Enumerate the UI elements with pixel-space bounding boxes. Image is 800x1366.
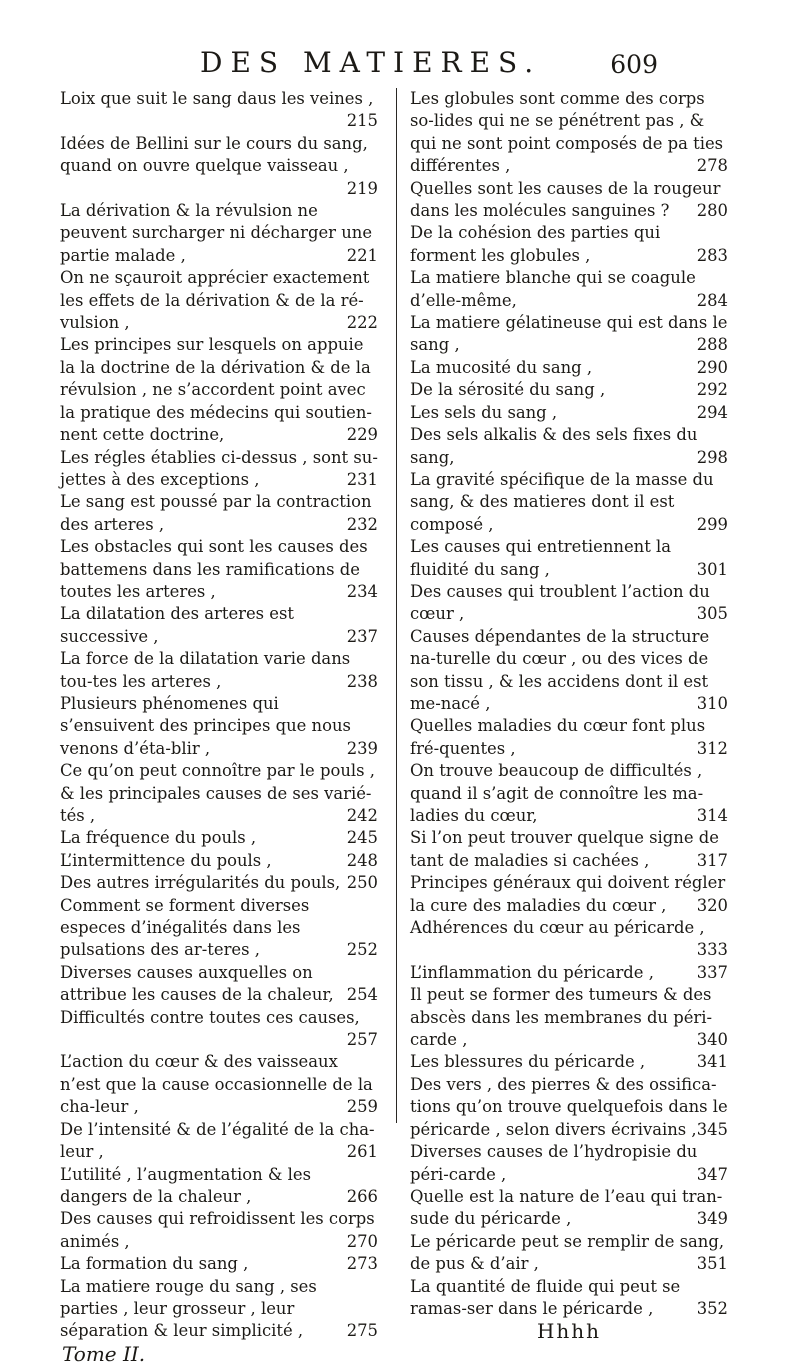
entry-page-number: 275 <box>346 1321 378 1341</box>
entry-page-number: 349 <box>696 1209 728 1229</box>
entry-page-number: 222 <box>346 313 378 333</box>
entry-page-number: 219 <box>346 178 378 198</box>
index-entry <box>410 581 728 626</box>
index-entry <box>410 379 728 401</box>
index-entry <box>60 850 378 872</box>
index-entry <box>410 760 728 827</box>
entry-page-number: 234 <box>346 581 378 601</box>
entry-text: Des sels alkalis & des sels fixes du sang, <box>410 425 698 467</box>
entry-page-number: 261 <box>346 1142 378 1162</box>
index-entry <box>60 1253 378 1275</box>
index-entry <box>410 88 728 178</box>
index-entry <box>410 267 728 312</box>
entry-text: Le péricarde peut se remplir de sang, de pus & d’air , <box>410 1231 725 1274</box>
entry-text: Idées de Bellini sur le cours du sang, quand on ouvre quelque vaisseau , <box>60 133 368 176</box>
index-entry <box>410 312 728 357</box>
entry-page-number: 292 <box>696 380 728 400</box>
index-entry <box>60 267 378 334</box>
index-entry <box>60 1119 378 1164</box>
index-entry <box>410 1051 728 1073</box>
index-entry <box>410 536 728 581</box>
index-entry <box>60 133 378 200</box>
entry-page-number: 305 <box>696 604 728 624</box>
entry-page-number: 266 <box>346 1186 378 1206</box>
entry-text: Des causes qui refroidissent les corps animés , <box>60 1209 375 1251</box>
volume-label: Tome II. <box>62 1341 146 1366</box>
entry-text: Principes généraux qui doivent régler la cure des maladies du cœur , <box>410 873 726 915</box>
entry-text: Des causes qui troublent l’action du cœur , <box>410 581 710 624</box>
index-entry <box>410 357 728 379</box>
entry-page-number: 288 <box>696 335 728 355</box>
index-entry <box>60 536 378 603</box>
index-entry <box>60 962 378 1007</box>
entry-page-number: 242 <box>346 806 378 825</box>
index-entry <box>60 648 378 693</box>
index-entry <box>410 1231 728 1276</box>
index-entry <box>410 469 728 536</box>
index-entry <box>60 603 378 648</box>
entry-text: On ne sçauroit apprécier exactement les effets de la dérivation & de la ré-vulsion , <box>60 268 370 333</box>
entry-text: Les obstacles qui sont les causes des battemens dans les ramifications de toutes les arteres , <box>60 537 368 601</box>
entry-text: La formation du sang , <box>60 1254 249 1274</box>
entry-text: Les blessures du péricarde , <box>410 1052 646 1072</box>
index-entry <box>410 715 728 760</box>
entry-text: Diverses causes de l’hydropisie du péri-carde , <box>410 1142 698 1184</box>
entry-text: On trouve beaucoup de difficultés , quand il s’agit de connoître les ma-ladies du cœur, <box>410 761 704 825</box>
entry-page-number: 310 <box>696 693 728 713</box>
index-entry <box>60 895 378 962</box>
index-entry <box>410 1276 728 1321</box>
entry-page-number: 351 <box>696 1254 728 1274</box>
index-entry <box>60 447 378 492</box>
index-entry <box>410 626 728 716</box>
entry-text: Les sels du sang , <box>410 402 558 422</box>
entry-page-number: 229 <box>346 425 378 445</box>
entry-text: Les globules sont comme des corps so-lides qui ne se pénétrent pas , & qui ne sont point composés de pa ties différentes , <box>410 89 724 176</box>
entry-text: Comment se forment diverses especes d’inégalités dans les pulsations des ar-teres , <box>60 895 310 960</box>
entry-text: Plusieurs phénomenes qui s’ensuivent des principes que nous venons d’éta-blir , <box>60 693 351 758</box>
entry-text: L’utilité , l’augmentation & les dangers de la chaleur , <box>60 1164 311 1206</box>
entry-page-number: 352 <box>696 1298 728 1318</box>
index-entry <box>410 1074 728 1141</box>
index-entry <box>410 402 728 424</box>
entry-page-number: 337 <box>696 962 728 982</box>
index-entry <box>60 1007 378 1052</box>
entry-page-number: 215 <box>346 111 378 131</box>
entry-page-number: 341 <box>696 1052 728 1072</box>
entry-page-number: 237 <box>346 626 378 646</box>
entry-text: La fréquence du pouls , <box>60 828 257 848</box>
index-entry <box>410 984 728 1051</box>
entry-text: La mucosité du sang , <box>410 357 593 377</box>
entry-page-number: 252 <box>346 940 378 960</box>
entry-page-number: 232 <box>346 514 378 534</box>
index-entry <box>60 334 378 446</box>
entry-page-number: 283 <box>696 245 728 265</box>
column-divider <box>396 88 397 1123</box>
right-column <box>410 88 728 1343</box>
entry-text: La dilatation des arteres est successive , <box>60 604 294 646</box>
entry-text: Causes dépendantes de la structure na-turelle du cœur , ou des vices de son tissu , & les accidens dont il est me-nacé , <box>410 626 710 713</box>
entry-text: Quelle est la nature de l’eau qui tran-sude du péricarde , <box>410 1186 723 1229</box>
entry-text: Les principes sur lesquels on appuie la la doctrine de la dérivation & de la révulsion , ne s’accordent point avec la pratique des médecins qui soutien-nent cette doctrine, <box>60 335 372 445</box>
entry-page-number: 290 <box>696 357 728 377</box>
index-entry <box>410 178 728 223</box>
entry-page-number: 320 <box>696 895 728 915</box>
entry-text: La gravité spécifique de la masse du sang, & des matieres dont il est composé , <box>410 469 714 534</box>
entry-page-number: 238 <box>346 671 378 691</box>
entry-page-number: 221 <box>346 245 378 265</box>
entry-text: La matiere gélatineuse qui est dans le sang , <box>410 313 728 355</box>
entry-text: Quelles sont les causes de la rougeur dans les molécules sanguines ? <box>410 178 721 221</box>
entry-page-number: 333 <box>696 940 728 960</box>
entry-text: La matiere rouge du sang , ses parties , leur grosseur , leur séparation & leur simplicité , <box>60 1276 317 1341</box>
index-entry <box>410 222 728 267</box>
entry-text: Si l’on peut trouver quelque signe de tant de maladies si cachées , <box>410 828 719 870</box>
entry-text: La quantité de fluide qui peut se ramas-ser dans le péricarde , <box>410 1276 681 1318</box>
entry-page-number: 239 <box>346 738 378 758</box>
entry-text: Il peut se former des tumeurs & des abscès dans les membranes du péri-carde , <box>410 985 713 1050</box>
entry-text: De la sérosité du sang , <box>410 380 606 400</box>
index-entry <box>60 88 378 133</box>
entry-text: Difficultés contre toutes ces causes, <box>60 1007 360 1027</box>
index-entry <box>410 424 728 469</box>
entry-text: La force de la dilatation varie dans tou-tes les arteres , <box>60 649 351 691</box>
index-entry <box>410 827 728 872</box>
entry-text: Diverses causes auxquelles on attribue les causes de la chaleur, <box>60 962 334 1005</box>
entry-page-number: 345 <box>696 1119 728 1139</box>
entry-page-number: 347 <box>696 1164 728 1184</box>
entry-text: Ce qu’on peut connoître par le pouls , & les principales causes de ses varié-tés , <box>60 761 375 825</box>
entry-page-number: 294 <box>696 402 728 422</box>
entry-page-number: 257 <box>346 1030 378 1050</box>
index-entry <box>60 760 378 827</box>
index-entry <box>60 1208 378 1253</box>
entry-page-number: 314 <box>696 806 728 825</box>
entry-text: L’inflammation du péricarde , <box>410 962 654 982</box>
page-number: 609 <box>610 50 658 79</box>
entry-page-number: 280 <box>696 201 728 221</box>
entry-text: La dérivation & la révulsion ne peuvent surcharger ni décharger une partie malade , <box>60 201 373 265</box>
index-entry <box>410 917 728 962</box>
index-entry <box>60 693 378 760</box>
entry-page-number: 231 <box>346 469 378 489</box>
entry-text: Les régles établies ci-dessus , sont su-jettes à des exceptions , <box>60 447 378 489</box>
entry-text: Le sang est poussé par la contraction des arteres , <box>60 492 372 534</box>
entry-page-number: 312 <box>696 738 728 758</box>
index-entry <box>60 491 378 536</box>
entry-page-number: 317 <box>696 850 728 870</box>
entry-page-number: 259 <box>346 1097 378 1117</box>
entry-page-number: 254 <box>346 985 378 1005</box>
entry-text: L’intermittence du pouls , <box>60 850 272 870</box>
entry-text: Des vers , des pierres & des ossifica-tions qu’on trouve quelquefois dans le péricarde , selon divers écrivains , <box>410 1074 728 1139</box>
entry-text: De la cohésion des parties qui forment les globules , <box>410 223 661 265</box>
index-entry <box>60 872 378 894</box>
entry-text: L’action du cœur & des vaisseaux n’est que la cause occasionnelle de la cha-leur , <box>60 1052 373 1117</box>
entry-page-number: 301 <box>696 559 728 579</box>
index-entry <box>60 200 378 267</box>
entry-page-number: 284 <box>696 290 728 310</box>
entry-page-number: 245 <box>346 828 378 848</box>
entry-page-number: 298 <box>696 447 728 467</box>
entry-page-number: 273 <box>346 1254 378 1274</box>
running-header <box>0 46 800 86</box>
index-entry <box>60 1051 378 1118</box>
header-title: DES MATIERES. <box>200 46 542 79</box>
entry-text: Loix que suit le sang daus les veines , <box>60 89 374 108</box>
entry-page-number: 299 <box>696 514 728 534</box>
index-entry <box>410 872 728 917</box>
index-entry <box>60 1276 378 1343</box>
entry-text: Des autres irrégularités du pouls, <box>60 873 341 893</box>
entry-text: Quelles maladies du cœur font plus fré-quentes , <box>410 716 706 758</box>
signature-mark: Hhhh <box>536 1319 602 1344</box>
index-entry <box>60 1164 378 1209</box>
index-entry <box>410 1186 728 1231</box>
entry-page-number: 340 <box>696 1030 728 1050</box>
index-entry <box>410 1141 728 1186</box>
index-entry <box>410 962 728 984</box>
entry-page-number: 278 <box>696 156 728 176</box>
entry-text: De l’intensité & de l’égalité de la cha-leur , <box>60 1119 375 1162</box>
index-entry <box>60 827 378 849</box>
entry-page-number: 270 <box>346 1231 378 1251</box>
left-column <box>60 88 378 1365</box>
entry-text: La matiere blanche qui se coagule d’elle-même, <box>410 268 696 310</box>
entry-page-number: 248 <box>346 850 378 870</box>
entry-text: Adhérences du cœur au péricarde , <box>410 918 705 938</box>
entry-page-number: 250 <box>346 873 378 893</box>
entry-text: Les causes qui entretiennent la fluidité du sang , <box>410 537 672 579</box>
